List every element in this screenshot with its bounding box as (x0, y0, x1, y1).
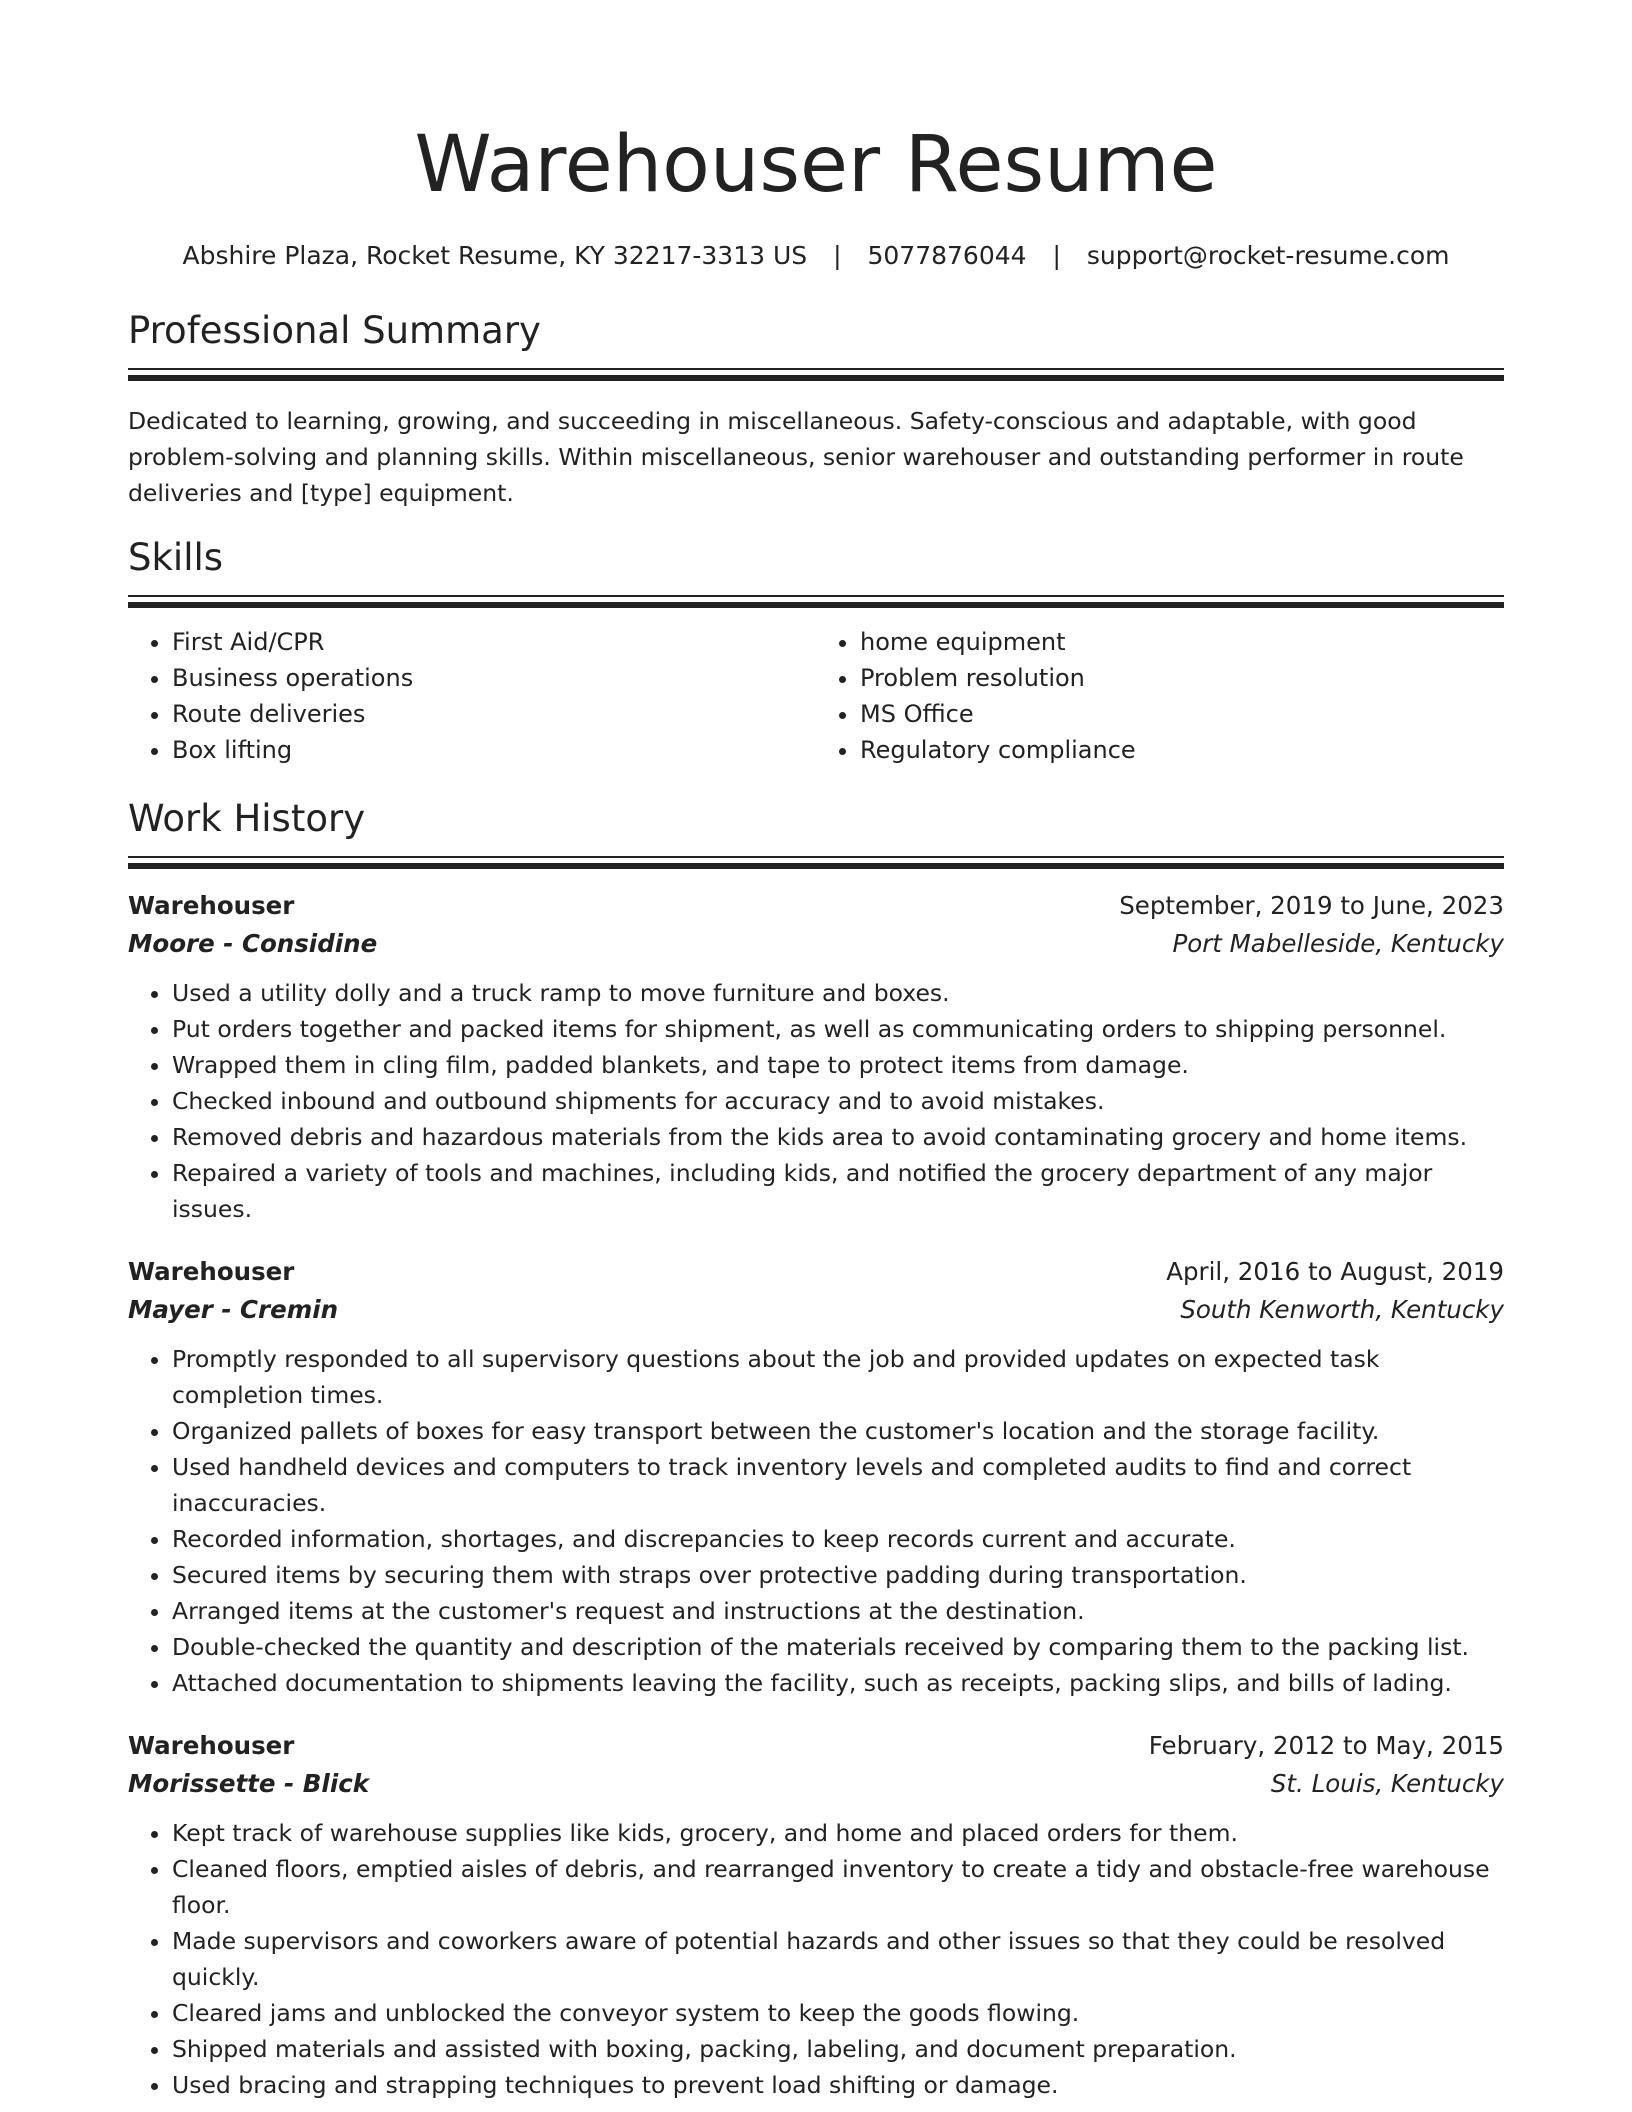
summary-section (128, 306, 1504, 511)
job-duty: • Arranged items at the customer's request and instructions at the destination. (172, 1593, 1504, 1629)
job-title: Warehouser (128, 1731, 295, 1760)
work-history-heading: Work History (128, 797, 366, 840)
job-subheader-row (128, 925, 1504, 963)
job-duty: • Organized pallets of boxes for easy transport between the customer's location and the storage facility. (172, 1413, 1504, 1449)
job-duty: • Kept track of warehouse supplies like kids, grocery, and home and placed orders for them. (172, 1815, 1504, 1851)
job-duty: • Double-checked the quantity and description of the materials received by comparing them to the packing list. (172, 1629, 1504, 1665)
job-duties-list (128, 1815, 1504, 2103)
job-subheader-row (128, 1765, 1504, 1803)
contact-address: Abshire Plaza, Rocket Resume, KY 32217-3313 US (182, 241, 808, 270)
section-divider (128, 368, 1504, 383)
job-dates: September, 2019 to June, 2023 (1119, 891, 1504, 920)
contact-separator: | (1052, 241, 1061, 270)
job-duty: • Put orders together and packed items for shipment, as well as communicating orders to shipping personnel. (172, 1011, 1504, 1047)
summary-text: Dedicated to learning, growing, and succeeding in miscellaneous. Safety-conscious and adaptable, with good problem-solving and planning skills. Within miscellaneous, senior warehouser and outstanding performer in route deliveries and [type] equipment. (128, 407, 1464, 507)
job-entry (128, 1253, 1504, 1701)
job-duty: • Secured items by securing them with straps over protective padding during transportation. (172, 1557, 1504, 1593)
job-duty: • Made supervisors and coworkers aware of potential hazards and other issues so that they could be resolved quickly. (172, 1923, 1504, 1995)
skills-columns (128, 624, 1504, 768)
job-duty: • Used bracing and strapping techniques to prevent load shifting or damage. (172, 2067, 1504, 2103)
job-entry (128, 887, 1504, 1227)
job-title: Warehouser (128, 891, 295, 920)
job-duty: • Shipped materials and assisted with boxing, packing, labeling, and document preparation. (172, 2031, 1504, 2067)
job-company: Mayer - Cremin (128, 1295, 339, 1324)
job-subheader-row (128, 1291, 1504, 1329)
job-header-row (128, 887, 1504, 925)
job-duty: • Wrapped them in cling film, padded blankets, and tape to protect items from damage. (172, 1047, 1504, 1083)
job-duty: • Repaired a variety of tools and machines, including kids, and notified the grocery department of any major issues. (172, 1155, 1504, 1227)
section-divider (128, 856, 1504, 871)
contact-phone: 5077876044 (867, 241, 1027, 270)
job-company: Morissette - Blick (128, 1769, 370, 1798)
job-duties-list (128, 975, 1504, 1227)
job-location: Port Mabelleside, Kentucky (1172, 929, 1504, 958)
job-duty: • Checked inbound and outbound shipments for accuracy and to avoid mistakes. (172, 1083, 1504, 1119)
section-divider (128, 595, 1504, 610)
job-dates: February, 2012 to May, 2015 (1148, 1731, 1504, 1760)
skill-item: • home equipment (860, 624, 1504, 660)
job-dates: April, 2016 to August, 2019 (1166, 1257, 1504, 1286)
work-history-section (128, 794, 1504, 2103)
job-duty: • Recorded information, shortages, and discrepancies to keep records current and accurate. (172, 1521, 1504, 1557)
job-duty: • Cleaned floors, emptied aisles of debris, and rearranged inventory to create a tidy and obstacle-free warehouse floor. (172, 1851, 1504, 1923)
skill-item: • Regulatory compliance (860, 732, 1504, 768)
contact-email: support@rocket-resume.com (1086, 241, 1450, 270)
skill-item: • Problem resolution (860, 660, 1504, 696)
skills-section (128, 533, 1504, 768)
resume-page (128, 0, 1504, 2103)
job-entry (128, 1727, 1504, 2103)
job-location: St. Louis, Kentucky (1270, 1769, 1504, 1798)
summary-heading: Professional Summary (128, 309, 541, 352)
skill-item: • MS Office (860, 696, 1504, 732)
skill-item: • Business operations (172, 660, 816, 696)
job-location: South Kenworth, Kentucky (1180, 1295, 1504, 1324)
skills-list-left (128, 624, 816, 768)
resume-title: Warehouser Resume (414, 120, 1218, 210)
contact-separator: | (833, 241, 842, 270)
job-title: Warehouser (128, 1257, 295, 1286)
job-header-row (128, 1253, 1504, 1291)
job-duty: • Used a utility dolly and a truck ramp to move furniture and boxes. (172, 975, 1504, 1011)
skills-heading: Skills (128, 536, 224, 579)
job-duty: • Promptly responded to all supervisory questions about the job and provided updates on expected task completion times. (172, 1341, 1504, 1413)
skill-item: • First Aid/CPR (172, 624, 816, 660)
contact-line (128, 240, 1504, 272)
job-header-row (128, 1727, 1504, 1765)
job-duty: • Removed debris and hazardous materials from the kids area to avoid contaminating grocery and home items. (172, 1119, 1504, 1155)
job-duty: • Cleared jams and unblocked the conveyor system to keep the goods flowing. (172, 1995, 1504, 2031)
skill-item: • Box lifting (172, 732, 816, 768)
job-duty: • Attached documentation to shipments leaving the facility, such as receipts, packing slips, and bills of lading. (172, 1665, 1504, 1701)
job-company: Moore - Considine (128, 929, 378, 958)
skill-item: • Route deliveries (172, 696, 816, 732)
job-duties-list (128, 1341, 1504, 1701)
job-duty: • Used handheld devices and computers to track inventory levels and completed audits to find and correct inaccuracies. (172, 1449, 1504, 1521)
skills-list-right (816, 624, 1504, 768)
